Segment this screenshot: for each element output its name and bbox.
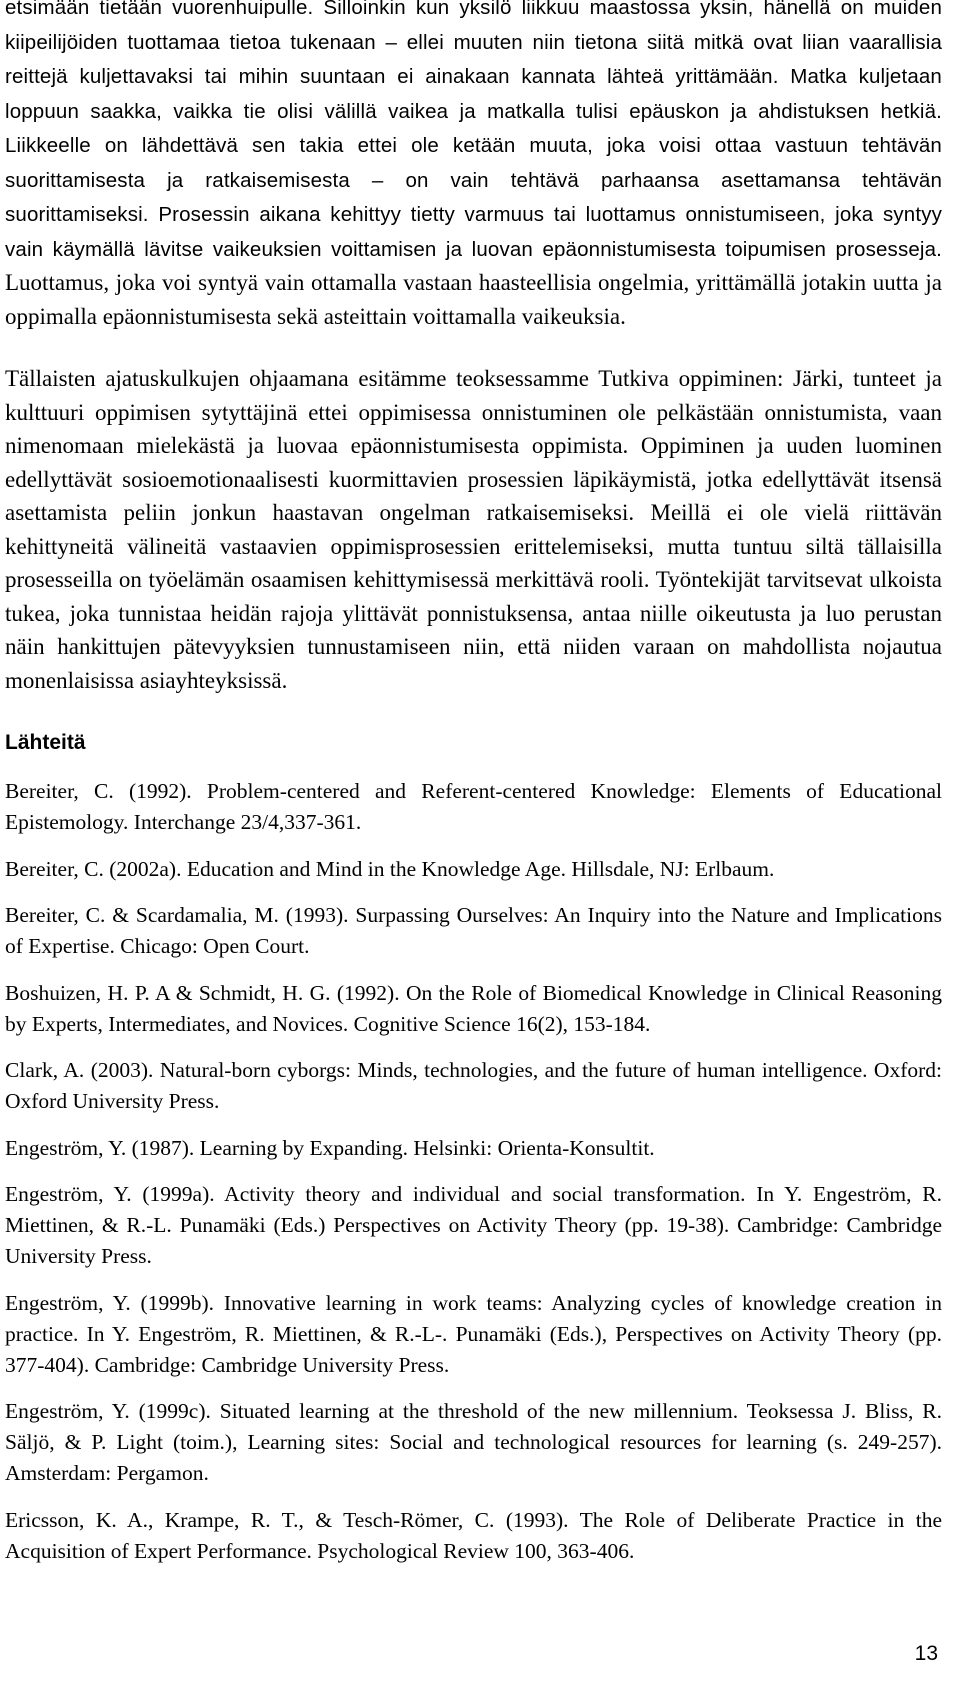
reference-item: Boshuizen, H. P. A & Schmidt, H. G. (1992). On the Role of Biomedical Knowledge in Clinical Reasoning by Experts, Intermediates, and Novices. Cognitive Science 16(2), 153-184. — [5, 980, 942, 1036]
body-paragraph — [5, 0, 942, 333]
references-heading: Lähteitä — [5, 731, 86, 754]
paragraph-text-serif: Tällaisten ajatuskulkujen ohjaamana esitämme teoksessamme Tutkiva oppiminen: Järki, tunteet ja kulttuuri oppimisen sytyttäjinä ettei oppimisessa onnistuminen ole pelkästään onnistumista, vaan nimenomaan mielekästä ja luovaa epäonnistumisesta oppimista. Oppiminen ja uuden luominen edellyttävät sosioemotionaalisesti kuormittavien prosessien läpikäymistä, jotka edellyttävät itsensä asettamista peliin jonkun haastavan ongelman ratkaisemiseksi. Meillä ei ole vielä riittävän kehittyneitä välineitä vastaavien oppimisprosessien erittelemiseksi, mutta tuntuu siltä tällaisilla prosesseilla on työelämän osaamisen kehittymisessä merkittävä rooli. Työntekijät tarvitsevat ulkoista tukea, joka tunnistaa heidän rajoja ylittävät ponnistuksensa, antaa niille oikeutusta ja luo perustan näin hankittujen pätevyyksien tunnustamiseen niin, että niiden varaan on mahdollista nojautua monenlaisissa asiayhteyksissä. — [5, 366, 942, 693]
page-number: 13 — [914, 1642, 938, 1665]
paragraph-text-serif: Luottamus, joka voi syntyä vain ottamalla vastaan haasteellisia ongelmia, yrittämällä jotakin uutta ja oppimalla epäonnistumisesta sekä asteittain voittamalla vaikeuksia. — [5, 270, 942, 329]
reference-item: Ericsson, K. A., Krampe, R. T., & Tesch-Römer, C. (1993). The Role of Deliberate Practice in the Acquisition of Expert Performance. Psychological Review 100, 363-406. — [5, 1507, 942, 1563]
reference-item: Engeström, Y. (1999b). Innovative learning in work teams: Analyzing cycles of knowledge creation in practice. In Y. Engeström, R. Miettinen, & R.-L-. Punamäki (Eds.), Perspectives on Activity Theory (pp. 377-404). Cambridge: Cambridge University Press. — [5, 1290, 942, 1377]
reference-item: Engeström, Y. (1987). Learning by Expanding. Helsinki: Orienta-Konsultit. — [5, 1135, 655, 1160]
document-page — [5, 0, 942, 1582]
reference-item: Engeström, Y. (1999c). Situated learning at the threshold of the new millennium. Teoksessa J. Bliss, R. Säljö, & P. Light (toim.), Learning sites: Social and technological resources for learning (s. 249-257). Amsterdam: Pergamon. — [5, 1399, 942, 1485]
reference-item: Bereiter, C. (1992). Problem-centered and Referent-centered Knowledge: Elements of Educational Epistemology. Interchange 23/4,337-361. — [5, 779, 942, 834]
reference-item: Bereiter, C. & Scardamalia, M. (1993). Surpassing Ourselves: An Inquiry into the Nature and Implications of Expertise. Chicago: Open Court. — [5, 903, 942, 958]
paragraph-text-sans: etsimään tietään vuorenhuipulle. Silloinkin kun yksilö liikkuu maastossa yksin, hänellä on muiden kiipeilijöiden tuottamaa tietoa tukenaan – ellei muuten niin tietona siitä mitkä ovat liian vaarallisia reittejä kuljettavaksi tai mihin suuntaan ei ainakaan kannata lähteä yrittämään. Matka kuljetaan loppuun saakka, vaikka tie olisi välillä vaikea ja matkalla tulisi epäuskon ja ahdistuksen hetkiä. Liikkeelle on lähdettävä sen takia ettei ole ketään muuta, joka voisi ottaa vastuun tehtävän suorittamisesta ja ratkaisemisesta – on vain tehtävä parhaansa asettamansa tehtävän suorittamiseksi. Prosessin aikana kehittyy tietty varmuus tai luottamus onnistumiseen, joka syntyy vain käymällä lävitse vaikeuksien voittamisen ja luovan epäonnistumisesta toipumisen prosesseja. — [5, 0, 942, 261]
reference-item: Engeström, Y. (1999a). Activity theory and individual and social transformation. In Y. Engeström, R. Miettinen, & R.-L. Punamäki (Eds.) Perspectives on Activity Theory (pp. 19-38). Cambridge: Cambridge University Press. — [5, 1182, 942, 1268]
reference-list — [5, 776, 942, 1567]
body-paragraph — [5, 362, 942, 697]
reference-item: Clark, A. (2003). Natural-born cyborgs: Minds, technologies, and the future of human intelligence. Oxford: Oxford University Press. — [5, 1058, 942, 1113]
reference-item: Bereiter, C. (2002a). Education and Mind in the Knowledge Age. Hillsdale, NJ: Erlbaum. — [5, 856, 775, 881]
